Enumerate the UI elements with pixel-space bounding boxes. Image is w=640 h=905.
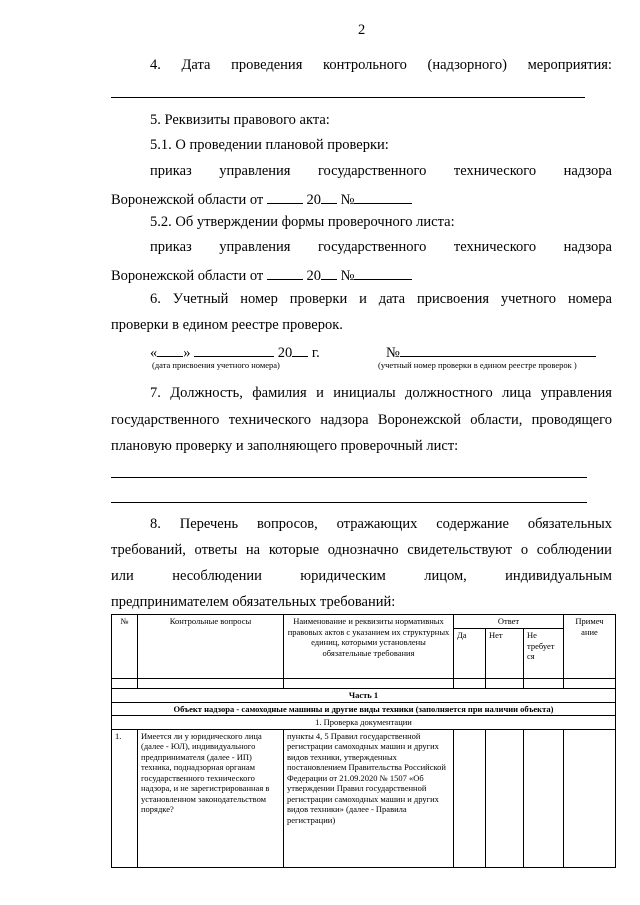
item6-word: Учетный bbox=[172, 291, 229, 307]
item7-word: технического bbox=[228, 412, 311, 428]
item51-word: государственного bbox=[317, 163, 427, 179]
item6-word: присвоения bbox=[417, 291, 490, 307]
item6-number-field bbox=[386, 342, 596, 362]
item51-num-sign: № bbox=[340, 192, 355, 208]
item6-year-blank bbox=[292, 342, 308, 357]
item4-line bbox=[150, 57, 612, 74]
item6-num-sign: № bbox=[386, 345, 400, 361]
item7-line1 bbox=[150, 385, 612, 402]
item7-word: и bbox=[316, 385, 324, 401]
part-title: Часть 1 bbox=[112, 689, 616, 703]
item52-year: 20 bbox=[306, 268, 321, 284]
item7-word: надзора bbox=[320, 412, 369, 428]
item8-word: о bbox=[520, 542, 529, 558]
header-num: № bbox=[112, 615, 138, 679]
header-no: Нет bbox=[486, 629, 524, 679]
item6-date-fields bbox=[150, 342, 320, 362]
item8-word: однозначно bbox=[327, 542, 399, 558]
item51-word: надзора bbox=[563, 163, 612, 179]
item52-year-blank bbox=[321, 265, 337, 280]
row-num: 1. bbox=[112, 729, 138, 867]
item8-line1 bbox=[150, 516, 612, 533]
item4-word: контрольного bbox=[323, 57, 407, 73]
item52-order-line bbox=[150, 239, 612, 256]
item6-word: и bbox=[359, 291, 367, 307]
item52-word: приказ bbox=[150, 239, 192, 255]
item8-word: юридическим bbox=[300, 568, 386, 584]
item51-year-blank bbox=[321, 189, 337, 204]
item7-word: государственного bbox=[111, 412, 220, 428]
item6-word: проверки bbox=[289, 291, 348, 307]
item52-title: 5.2. Об утверждении формы проверочного листа: bbox=[150, 214, 455, 230]
item4-word: Дата bbox=[181, 57, 211, 73]
item6-quote-open: « bbox=[150, 345, 158, 361]
row-note[interactable] bbox=[564, 729, 616, 867]
item8-word: несоблюдении bbox=[172, 568, 262, 584]
item8-word: лицом, bbox=[424, 568, 467, 584]
item52-word: технического bbox=[453, 239, 537, 255]
row-answer-no[interactable] bbox=[486, 729, 524, 867]
item52-prefix: Воронежской области от bbox=[111, 268, 264, 284]
section-title: 1. Проверка документации bbox=[112, 716, 616, 730]
item4-word: мероприятия: bbox=[527, 57, 612, 73]
item6-year: 20 bbox=[277, 345, 293, 361]
item7-word: должностного bbox=[405, 385, 493, 401]
item6-num-blank bbox=[400, 342, 596, 357]
row-requisite: пункты 4, 5 Правил государственной регистрации самоходных машин и других видов техники, утвержденных постановлением Правительства Российской Федерации от 21.09.2020 № 1507 «Об утверждении Правил государственной регистрации самоходных машин и других видов техники» (далее - Правила регистрации) bbox=[284, 729, 454, 867]
header-answer: Ответ bbox=[454, 615, 564, 629]
table-spacer-row bbox=[112, 679, 616, 689]
item51-order-line bbox=[150, 163, 612, 180]
item51-word: приказ bbox=[150, 163, 192, 179]
item52-word: государственного bbox=[317, 239, 427, 255]
item7-word: проводящего bbox=[531, 412, 612, 428]
item8-line2 bbox=[111, 542, 612, 559]
checklist-table bbox=[111, 614, 616, 868]
header-requisites: Наименование и реквизиты нормативных правовых актов с указанием их структурных единиц, которыми установлены обязательные требования bbox=[284, 615, 454, 679]
item52-num-blank bbox=[354, 265, 412, 280]
item4-num: 4. bbox=[150, 57, 161, 73]
item6-day-blank bbox=[157, 342, 183, 357]
item7-word: Воронежской bbox=[377, 412, 461, 428]
item52-day-blank bbox=[267, 265, 303, 280]
row-answer-yes[interactable] bbox=[454, 729, 486, 867]
header-note: Примеч ание bbox=[564, 615, 616, 679]
row-question: Имеется ли у юридического лица (далее - ЮЛ), индивидуального предпринимателя (далее - ИП) техника, поднадзорная органам государственного технического надзора, и не зарегистрированная в установленном законодательством порядке? bbox=[138, 729, 284, 867]
item7-word: области, bbox=[470, 412, 523, 428]
item6-line2: проверки в едином реестре проверок. bbox=[111, 317, 343, 333]
item6-word: номера bbox=[567, 291, 612, 307]
item6-caption-left: (дата присвоения учетного номера) bbox=[152, 360, 280, 370]
item6-word: 6. bbox=[150, 291, 161, 307]
item6-month-blank bbox=[194, 342, 274, 357]
item7-blank-line-2 bbox=[111, 502, 587, 503]
item8-word: 8. bbox=[150, 516, 161, 532]
table-part-row bbox=[112, 689, 616, 703]
item7-word: инициалы bbox=[333, 385, 396, 401]
item4-word: (надзорного) bbox=[427, 57, 507, 73]
item52-word: управления bbox=[219, 239, 291, 255]
table-section-row bbox=[112, 716, 616, 730]
object-title: Объект надзора - самоходные машины и другие виды техники (заполняется при наличии объекта) bbox=[112, 702, 616, 716]
item7-word: Должность, bbox=[170, 385, 243, 401]
item51-day-blank bbox=[267, 189, 303, 204]
item51-word: управления bbox=[219, 163, 291, 179]
item8-word: которые bbox=[268, 542, 320, 558]
item8-word: свидетельствуют bbox=[407, 542, 513, 558]
item7-word: фамилия bbox=[252, 385, 307, 401]
item8-word: требований, bbox=[111, 542, 186, 558]
item52-date-line bbox=[111, 265, 412, 285]
item8-line3 bbox=[111, 568, 612, 585]
item7-blank-line-1 bbox=[111, 477, 587, 478]
header-questions: Контрольные вопросы bbox=[138, 615, 284, 679]
item51-year: 20 bbox=[306, 192, 321, 208]
item7-word: 7. bbox=[150, 385, 161, 401]
item51-date-line bbox=[111, 189, 412, 209]
item51-prefix: Воронежской области от bbox=[111, 192, 264, 208]
item6-year-suffix: г. bbox=[311, 345, 320, 361]
item6-caption-right: (учетный номер проверки в едином реестре проверок ) bbox=[378, 360, 577, 370]
item7-line2 bbox=[111, 412, 612, 429]
table-row bbox=[112, 729, 616, 867]
item8-word: индивидуальным bbox=[505, 568, 612, 584]
item6-word: номер bbox=[240, 291, 278, 307]
item6-quote-close: » bbox=[183, 345, 191, 361]
item7-word: лица bbox=[502, 385, 532, 401]
item4-blank-line bbox=[111, 97, 585, 98]
item8-line4: предпринимателем обязательных требований: bbox=[111, 594, 396, 610]
item8-word: Перечень bbox=[179, 516, 239, 532]
header-not-required: Не требует ся bbox=[524, 629, 564, 679]
item8-word: или bbox=[111, 568, 134, 584]
item52-num-sign: № bbox=[340, 268, 355, 284]
row-answer-not-required[interactable] bbox=[524, 729, 564, 867]
table-object-row bbox=[112, 702, 616, 716]
table-header-row-1 bbox=[112, 615, 616, 629]
item51-num-blank bbox=[354, 189, 412, 204]
item8-word: ответы bbox=[194, 542, 238, 558]
item8-word: соблюдении bbox=[536, 542, 612, 558]
item51-title: 5.1. О проведении плановой проверки: bbox=[150, 137, 389, 153]
item6-line1 bbox=[150, 291, 612, 308]
header-yes: Да bbox=[454, 629, 486, 679]
item7-line3: плановую проверку и заполняющего проверочный лист: bbox=[111, 438, 459, 454]
item8-word: обязательных bbox=[527, 516, 612, 532]
item4-word: проведения bbox=[231, 57, 303, 73]
item5-title: 5. Реквизиты правового акта: bbox=[150, 112, 330, 128]
item52-word: надзора bbox=[563, 239, 612, 255]
item7-word: управления bbox=[540, 385, 612, 401]
item8-word: на bbox=[245, 542, 261, 558]
page-number: 2 bbox=[358, 22, 366, 38]
item6-word: дата bbox=[378, 291, 406, 307]
item8-word: отражающих bbox=[336, 516, 418, 532]
item8-word: содержание bbox=[436, 516, 509, 532]
item8-word: вопросов, bbox=[256, 516, 318, 532]
item6-word: учетного bbox=[500, 291, 557, 307]
item51-word: технического bbox=[453, 163, 537, 179]
